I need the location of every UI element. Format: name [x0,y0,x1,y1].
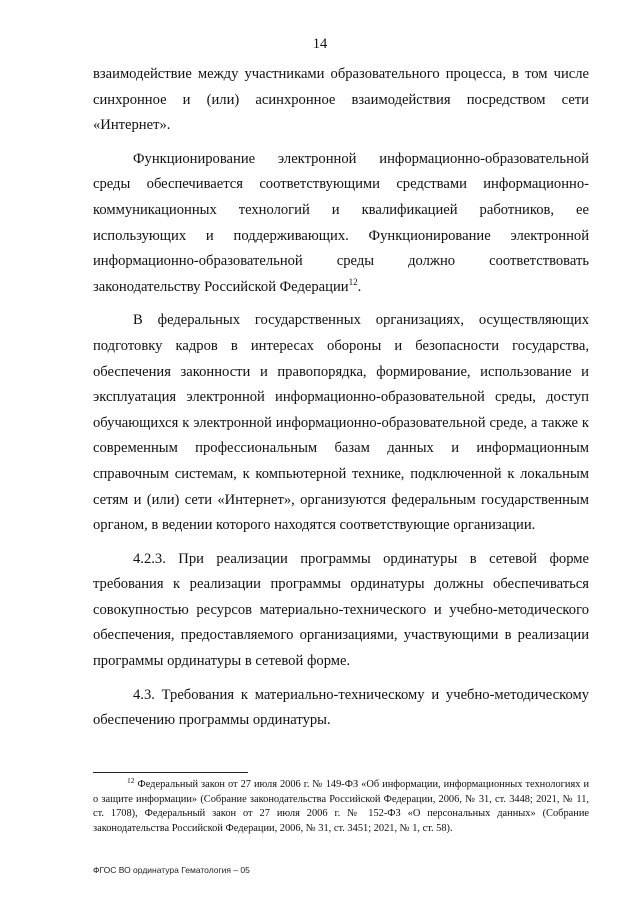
paragraph-4: 4.2.3. При реализации программы ординатуры в сетевой форме требования к реализации программы ординатуры должны обеспечиваться совокупностью ресурсов материально-технического и учебно-методического обеспечения, предоставляемого организациями, участвующими в реализации программы ординатуры в сетевой форме. [93,550,589,670]
body-text [93,62,589,742]
paragraph-1: взаимодействие между участниками образовательного процесса, в том числе синхронное и (или) асинхронное взаимодействия посредством сети «Интернет». [93,66,589,134]
page-footer: ФГОС ВО ординатура Гематология – 05 [93,865,250,875]
paragraph-5: 4.3. Требования к материально-техническому и учебно-методическому обеспечению программы ординатуры. [93,686,589,729]
footnote-mark: 12 [127,775,135,785]
paragraph-2: Функционирование электронной информационно-образовательной среды обеспечивается соответствующими средствами информационно-коммуникационных технологий и квалификацией работников, ее использующих и поддерживающих. Функционирование электронной информационно-образовательной среды должно соответствовать законодательству Российской Федерации$^{12}$. [93,150,589,295]
page-number: 14 [312,36,328,52]
footnote-text: Федеральный закон от 27 июля 2006 г. № 149-ФЗ «Об информации, информационных технологиях и о защите информации» (Собрание законодательства Российской Федерации, 2006, № 31, ст. 3448; 2021, № 11, ст. 1708), Федеральный закон от 27 июля 2006 г. № 152-ФЗ «О персональных данных» (Собрание законодательства Российской Федерации, 2006, № 31, ст. 3451; 2021, № 1, ст. 58). [93,779,589,834]
footnote [93,775,589,836]
paragraph-3: В федеральных государственных организациях, осуществляющих подготовку кадров в интересах обороны и безопасности государства, обеспечения законности и правопорядка, формирование, использование и эксплуатация электронной информационно-образовательной среды, доступ обучающихся к электронной информационно-образовательной среде, а также к современным профессиональным базам данных и информационным справочным системам, к компьютерной технике, подключенной к локальным сетям и (или) сети «Интернет», организуются федеральным государственным органом, в ведении которого находятся соответствующие организации. [93,312,589,534]
footnote-divider [93,772,248,773]
footnote-ref[interactable]: 12 [348,276,358,287]
